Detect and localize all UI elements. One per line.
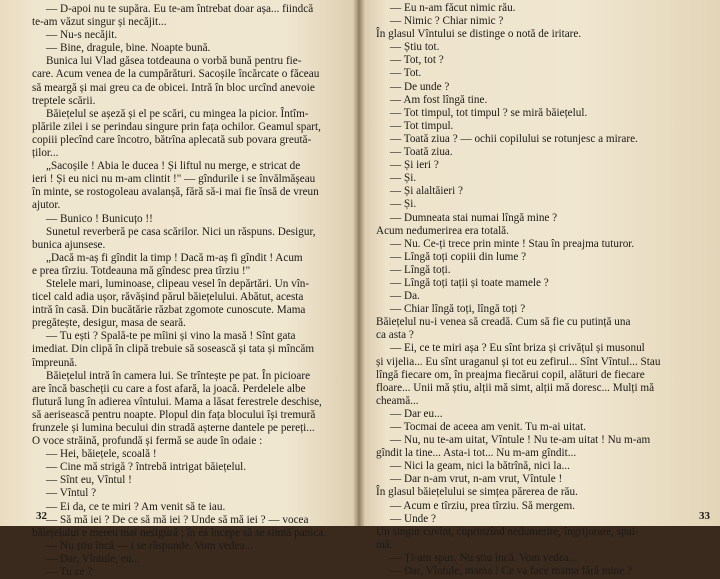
text-line: — Lîngă toți.: [390, 263, 451, 276]
text-line: — Nici la geam, nici la bătrînă, nici la...: [390, 460, 570, 473]
text-line: și vijelia... Eu sînt uraganul și tot eu zefirul... Sînt Vîntul... Stau: [376, 355, 661, 368]
text-line: — Vîntul ?: [46, 487, 97, 500]
text-line: — Dar n-am vrut, n-am vrut, Vîntule !: [390, 473, 563, 486]
text-line: — Hei, băiețele, scoală !: [46, 448, 157, 461]
text-line: — Ți-am spus. Nu știu încă. Vom vedea...: [390, 551, 578, 564]
text-line: Un singur cuvînt, cuprinzînd nedumerire, îngrijorare, spai-: [376, 525, 639, 538]
text-line: plările zilei i se perindau singure prin fața ochilor. Geamul spart,: [32, 120, 321, 133]
text-line: — Nu știu încă — i se răspunde. Vom vedea...: [46, 539, 253, 552]
text-line: flutură lung în adierea vîntului. Mama a lăsat ferestrele deschise,: [32, 395, 322, 408]
text-line: mă.: [376, 538, 393, 551]
text-line: — Și alaltăieri ?: [390, 185, 464, 198]
text-line: ticel cald adia ușor, răvășind părul băiețelului. Abătut, acesta: [32, 291, 304, 304]
text-line: — Știu tot.: [390, 41, 440, 54]
text-line: copiii plecînd care încotro, bătrîna aplecată sub povara greută-: [32, 133, 312, 146]
text-line: — Ei, ce te miri așa ? Eu sînt briza și crivățul și musonul: [390, 342, 645, 355]
text-line: Stelele mari, luminoase, clipeau vesel în depărtări. Un vîn-: [46, 277, 310, 290]
text-line: ajutor.: [32, 199, 61, 212]
text-line: bunica ajunsese.: [32, 238, 106, 251]
text-line: gîndit la tine... Asta-i tot... Nu m-am gîndit...: [376, 447, 577, 460]
text-line: — Cine mă strigă ? întrebă intrigat băiețelul.: [46, 461, 247, 474]
text-line: lîngă fiecare om, în preajma fiecărui copil, alături de fiecare: [376, 368, 645, 381]
text-line: — Sînt eu, Vîntul !: [46, 474, 132, 487]
text-line: — Dumneata stai numai lîngă mine ?: [390, 211, 558, 224]
text-line: intră în casă. Din bucătărie răzbat zgomote cunoscute. Mama: [32, 304, 306, 317]
text-line: — Toată ziua.: [390, 146, 453, 159]
right-page-number: 33: [699, 510, 710, 522]
text-line: — Să mă iei ? De ce să mă iei ? Unde să mă iei ? — vocea: [46, 513, 309, 526]
text-line: Băiețelul intră în camera lui. Se trîntește pe pat. În picioare: [46, 369, 311, 382]
text-line: — Nimic ? Chiar nimic ?: [390, 15, 504, 28]
text-line: Băiețelul nu-i venea să creadă. Cum să fie cu putință una: [376, 316, 631, 329]
text-line: te-am văzut singur și necăjit...: [32, 16, 167, 29]
text-line: Sunetul reverberă pe casa scărilor. Nici un răspuns. Desigur,: [46, 225, 316, 238]
text-line: Băiețelul se așeză și el pe scări, cu mingea la picior. Întîm-: [46, 107, 309, 120]
text-line: ieri ! Și eu nici nu m-am clintit !" — gîndurile i se învălmășeau: [32, 173, 316, 186]
text-line: În glasul Vîntului se distinge o notă de iritare.: [376, 28, 582, 41]
text-line: — Bunico ! Bunicuțo !!: [46, 212, 153, 225]
text-line: — Lîngă toți tații și toate mamele ?: [390, 276, 549, 289]
text-line: e prea tîrziu. Totdeauna mă gîndesc prea tîrziu !": [32, 264, 251, 277]
text-line: — Tot timpul, tot timpul ? se miră băiețelul.: [390, 106, 588, 119]
text-line: — Ei da, ce te miri ? Am venit să te iau.: [46, 500, 226, 513]
text-line: — De unde ?: [390, 80, 450, 93]
text-line: imediat. Din clipă în clipă trebuie să sosească și tata și mîncăm: [32, 343, 315, 356]
text-line: — Și ieri ?: [390, 159, 439, 172]
text-line: — Am fost lîngă tine.: [390, 93, 488, 106]
left-page: [0, 0, 358, 579]
text-line: — Tot.: [390, 67, 422, 80]
text-line: În glasul băiețelului se simțea părerea de rău.: [376, 486, 578, 499]
text-line: — Și.: [390, 172, 417, 185]
text-line: să meargă și mai greu ca de obicei. Intră în bloc urcînd anevoie: [32, 81, 315, 94]
right-page-text: [376, 2, 712, 578]
text-line: — Dar eu...: [390, 407, 443, 420]
text-line: care. Acum venea de la cumpărături. Sacoșile încărcate o făceau: [32, 68, 320, 81]
text-line: împreună.: [32, 356, 78, 369]
text-line: — Eu n-am făcut nimic rău.: [390, 2, 516, 14]
text-line: ca asta ?: [376, 329, 414, 342]
text-line: „Dacă m-aș fi gîndit la timp ! Dacă m-aș fi gîndit ! Acum: [46, 251, 303, 264]
text-line: — Și.: [390, 198, 417, 211]
text-line: „Sacoșile ! Abia le ducea ! Și liftul nu merge, e stricat de: [46, 160, 301, 173]
text-line: O voce străină, profundă și fermă se aude în odaie :: [32, 435, 263, 448]
text-line: — Unde ?: [390, 512, 436, 525]
text-line: — Toată ziua ? — ochii copilului se rotunjesc a mirare.: [390, 132, 638, 145]
text-line: — D-apoi nu te supăra. Eu te-am întrebat doar așa... fiindcă: [46, 3, 314, 15]
text-line: — Lîngă toți copiii din lume ?: [390, 250, 527, 263]
text-line: — Tot timpul.: [390, 119, 454, 132]
left-page-text: [32, 3, 344, 579]
text-line: treptele scării.: [32, 94, 96, 107]
left-page-number: 32: [36, 510, 47, 522]
text-line: — Bine, dragule, bine. Noapte bună.: [46, 42, 211, 55]
text-line: — Nu-s necăjit.: [46, 29, 118, 42]
text-line: — Acum e tîrziu, prea tîrziu. Să mergem.: [390, 499, 575, 512]
text-line: — Dar, Vîntule, mama ! Ce va face mama fără mine ?: [390, 565, 632, 578]
text-line: — Da.: [390, 290, 420, 303]
text-line: în minte, se rostogoleau avalanșă, fără să-i mai fie însă de vreun: [32, 186, 319, 199]
text-line: pregătește, desigur, masa de seară.: [32, 317, 186, 330]
text-line: cheamă...: [376, 394, 419, 407]
text-line: frunzele și lumina becului din stradă așterne dantele pe pereți...: [32, 422, 315, 434]
text-line: — Dar, Vîntule, eu...: [46, 552, 140, 565]
text-line: să aerisească pentru noapte. Plopul din fața blocului își tremură: [32, 408, 316, 421]
text-line: — Tot, tot ?: [390, 54, 444, 67]
text-line: — Tu ești ? Spală-te pe mîini și vino la masă ! Sînt gata: [46, 330, 296, 343]
text-line: — Tocmai de aceea am venit. Tu m-ai uitat.: [390, 421, 586, 433]
right-page: [358, 0, 720, 578]
text-line: Acum nedumerirea era totală.: [376, 224, 509, 237]
text-line: — Chiar lîngă toți, lîngă toți ?: [390, 303, 526, 316]
text-line: — Nu. Ce-ți trece prin minte ! Stau în preajma tuturor.: [390, 237, 635, 250]
text-line: ților...: [32, 147, 59, 160]
text-line: — Nu, nu te-am uitat, Vîntule ! Nu te-am uitat ! Nu m-am: [390, 434, 651, 447]
text-line: — Tu ce ?: [46, 566, 93, 579]
text-line: floare... Unii mă știu, alții mă simt, alții mă doresc... Mulți mă: [376, 381, 655, 394]
text-line: are încă bascheții cu care a fost afară, la joacă. Perdelele albe: [32, 382, 306, 395]
text-line: Bunica lui Vlad găsea totdeauna o vorbă bună pentru fie-: [46, 55, 302, 68]
text-line: băiețelului e mereu mai nesigură ; în ea începe să se simtă panica.: [32, 526, 327, 539]
